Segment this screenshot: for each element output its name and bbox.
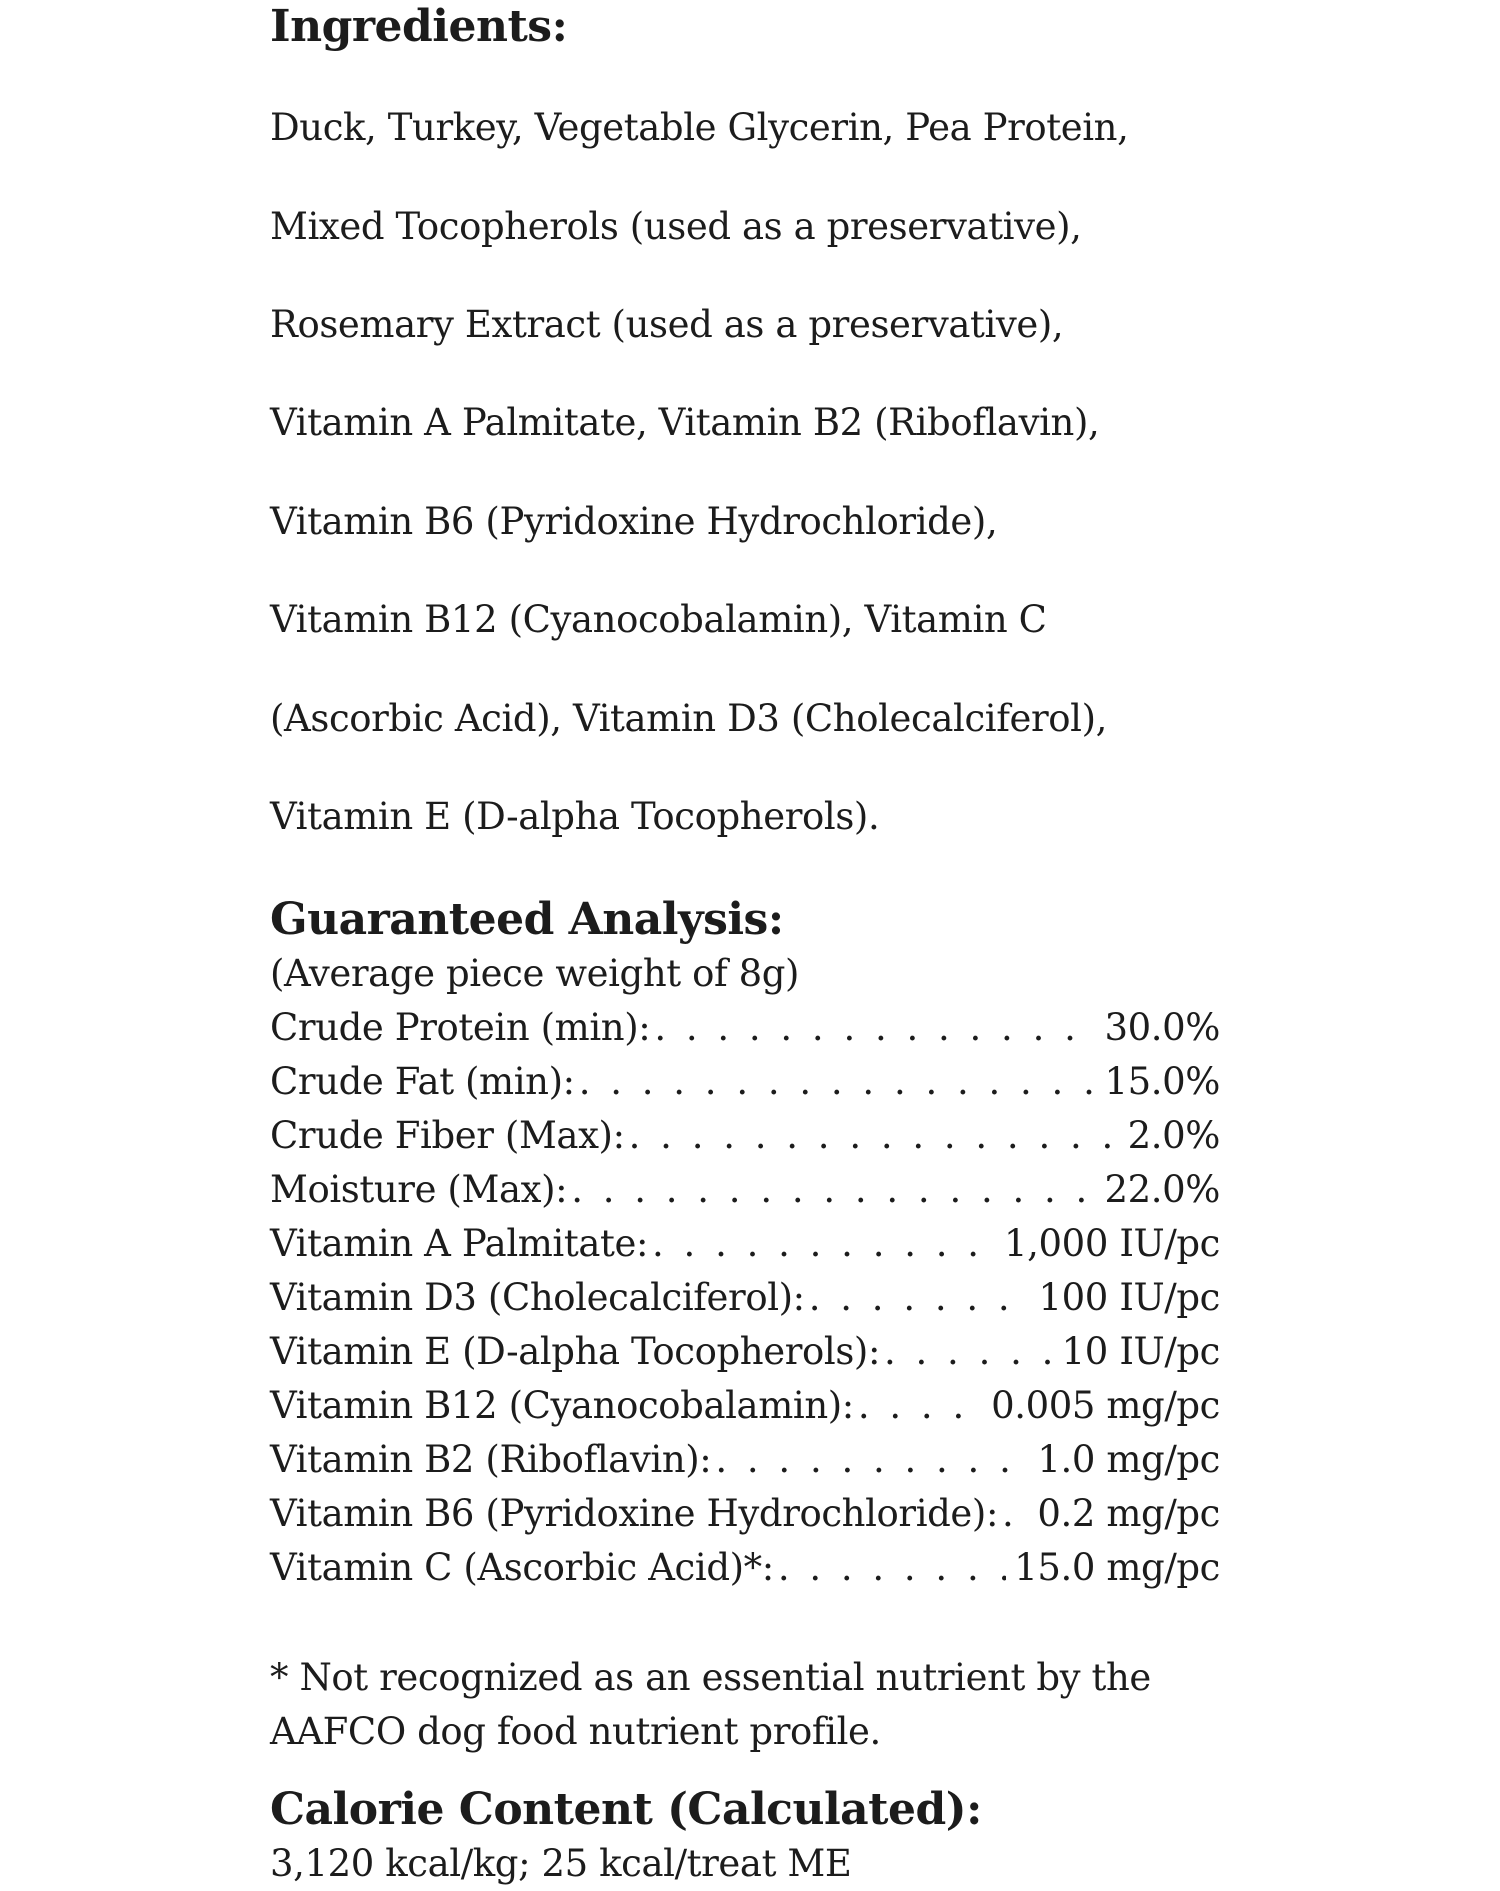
- analysis-value: 15.0 mg/pc: [1014, 1546, 1220, 1590]
- ingredients-line: Vitamin B6 (Pyridoxine Hydrochloride),: [270, 499, 998, 543]
- analysis-value: 1.0 mg/pc: [1037, 1438, 1220, 1482]
- ingredients-list: [270, 54, 1230, 841]
- dot-leader: [1002, 1487, 1029, 1541]
- analysis-value: 2.0%: [1127, 1114, 1220, 1158]
- analysis-table: [270, 1001, 1230, 1595]
- ingredients-line: Vitamin B12 (Cyanocobalamin), Vitamin C: [270, 598, 1047, 642]
- analysis-row-vitamin-e: [270, 1325, 1220, 1379]
- analysis-label: Crude Protein (min):: [270, 1006, 651, 1050]
- dot-leader: [884, 1325, 1054, 1379]
- dot-leader: [778, 1541, 1006, 1595]
- analysis-label: Crude Fiber (Max):: [270, 1114, 625, 1158]
- analysis-label: Vitamin B2 (Riboflavin):: [270, 1438, 712, 1482]
- dot-leader: [654, 1001, 1096, 1055]
- analysis-row-vitamin-b6: [270, 1487, 1220, 1541]
- analysis-label: Vitamin B6 (Pyridoxine Hydrochloride):: [270, 1492, 999, 1536]
- dot-leader: [571, 1163, 1096, 1217]
- analysis-label: Vitamin A Palmitate:: [270, 1222, 649, 1266]
- analysis-row-crude-protein: [270, 1001, 1220, 1055]
- analysis-row-crude-fiber: [270, 1109, 1220, 1163]
- analysis-value: 10 IU/pc: [1061, 1330, 1220, 1374]
- analysis-row-vitamin-a: [270, 1217, 1220, 1271]
- analysis-row-vitamin-d3: [270, 1271, 1220, 1325]
- analysis-value: 30.0%: [1104, 1006, 1220, 1050]
- analysis-value: 1,000 IU/pc: [1004, 1222, 1220, 1266]
- ingredients-line: Rosemary Extract (used as a preservative),: [270, 303, 1064, 347]
- calorie-content-heading: Calorie Content (Calculated):: [270, 1784, 982, 1836]
- nutrition-label: [270, 0, 1230, 1891]
- analysis-row-vitamin-b12: [270, 1379, 1220, 1433]
- guaranteed-analysis-heading: Guaranteed Analysis:: [270, 894, 784, 946]
- analysis-row-moisture: [270, 1163, 1220, 1217]
- piece-weight-note: (Average piece weight of 8g): [270, 952, 800, 996]
- dot-leader: [629, 1109, 1120, 1163]
- analysis-label: Vitamin B12 (Cyanocobalamin):: [270, 1384, 854, 1428]
- analysis-label: Moisture (Max):: [270, 1168, 568, 1212]
- analysis-row-crude-fat: [270, 1055, 1220, 1109]
- analysis-label: Crude Fat (min):: [270, 1060, 575, 1104]
- analysis-label: Vitamin E (D-alpha Tocopherols):: [270, 1330, 881, 1374]
- dot-leader: [858, 1379, 983, 1433]
- analysis-label: Vitamin D3 (Cholecalciferol):: [270, 1276, 805, 1320]
- dot-leader: [579, 1055, 1097, 1109]
- analysis-value: 22.0%: [1104, 1168, 1220, 1212]
- dot-leader: [715, 1433, 1029, 1487]
- analysis-label: Vitamin C (Ascorbic Acid)*:: [270, 1546, 774, 1590]
- aafco-footnote: * Not recognized as an essential nutrient by the AAFCO dog food nutrient profile.: [270, 1656, 1151, 1754]
- analysis-value: 15.0%: [1104, 1060, 1220, 1104]
- calorie-content-value: 3,120 kcal/kg; 25 kcal/treat ME: [270, 1842, 852, 1886]
- ingredients-line: Duck, Turkey, Vegetable Glycerin, Pea Protein,: [270, 106, 1129, 150]
- analysis-row-vitamin-c: [270, 1541, 1220, 1595]
- ingredients-line: (Ascorbic Acid), Vitamin D3 (Cholecalciferol),: [270, 696, 1107, 740]
- analysis-value: 100 IU/pc: [1038, 1276, 1220, 1320]
- analysis-value: 0.005 mg/pc: [991, 1384, 1220, 1428]
- analysis-row-vitamin-b2: [270, 1433, 1220, 1487]
- dot-leader: [652, 1217, 996, 1271]
- analysis-value: 0.2 mg/pc: [1037, 1492, 1220, 1536]
- ingredients-line: Vitamin A Palmitate, Vitamin B2 (Riboflavin),: [270, 401, 1100, 445]
- ingredients-line: Mixed Tocopherols (used as a preservative),: [270, 204, 1082, 248]
- ingredients-heading: Ingredients:: [270, 1, 568, 52]
- ingredients-line: Vitamin E (D-alpha Tocopherols).: [270, 795, 880, 839]
- dot-leader: [809, 1271, 1031, 1325]
